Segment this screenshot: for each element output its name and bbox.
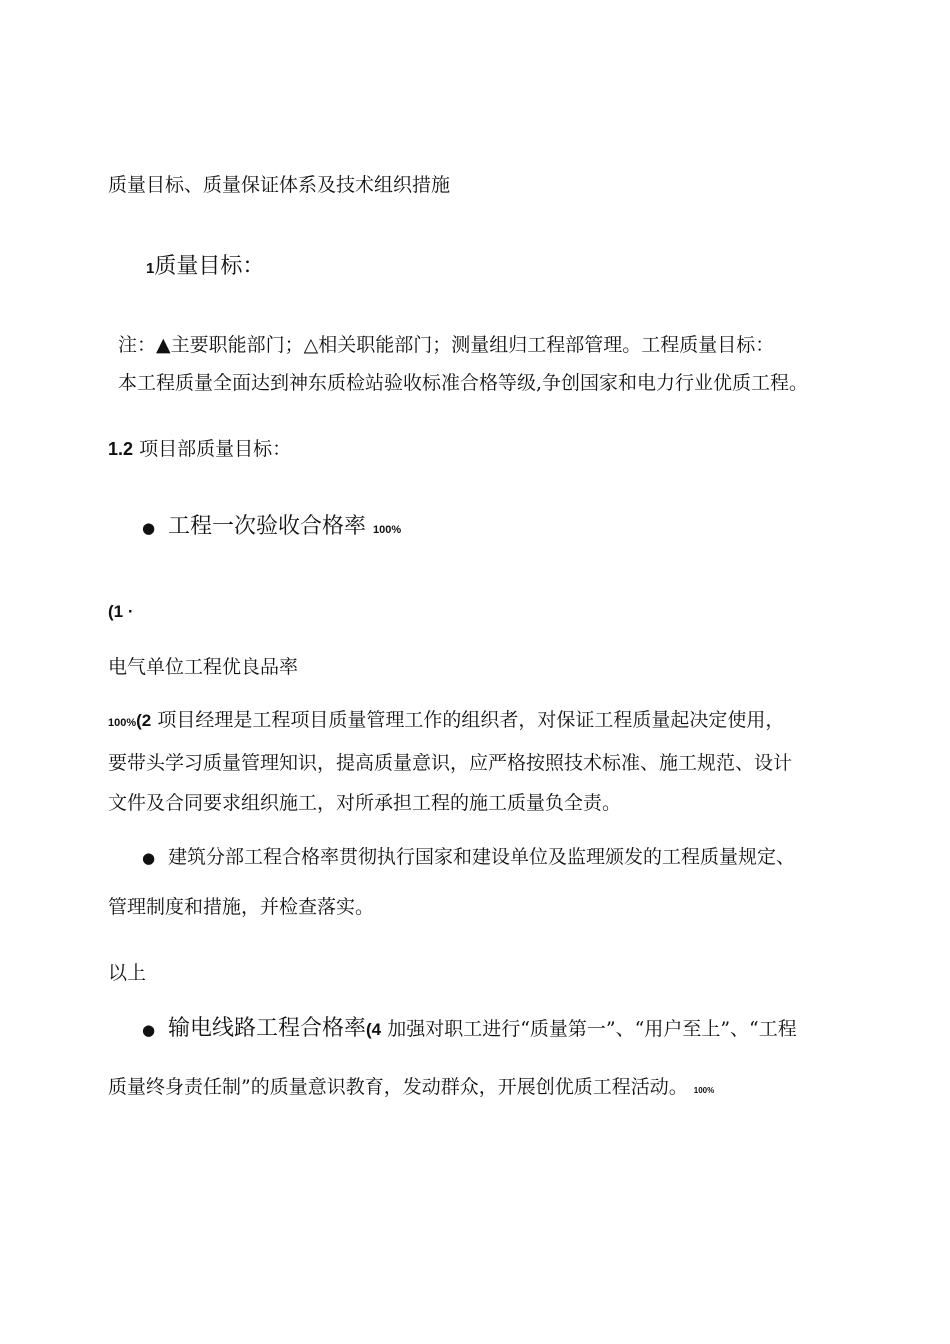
bullet-3-marker: (4 [366,1020,382,1039]
item-1-text: 电气单位工程优良品率 [108,656,299,678]
bullet-1-value: 100% [373,524,402,536]
bullet-3-trailing-value: 100% [693,1086,715,1095]
section-1-2-heading [108,440,291,459]
bullet-3-text: 输电线路工程合格率 [168,1016,367,1041]
bullet-2-line-1: 建筑分部工程合格率贯彻执行国家和建设单位及监理颁发的工程质量规定、 [168,846,796,868]
bullet-1-text: 工程一次验收合格率 [168,514,367,539]
bullet-item-3 [142,1018,797,1040]
bullet-icon: ● [142,1021,156,1039]
section-1-2-title: 项目部质量目标： [139,438,292,460]
bullet-item-1 [142,516,401,538]
bullet-2-line-2: 管理制度和措施，并检查落实。 [108,896,375,918]
section-1-title: 质量目标： [154,254,265,279]
item-2-paragraph [108,700,848,823]
item-2-line-1 [108,700,848,743]
item-2-lead-value: 100% [108,717,137,729]
item-2-line-3: 文件及合同要求组织施工，对所承担工程的施工质量负全责。 [108,792,622,814]
item-1-marker: (1 · [108,602,134,621]
bullet-icon: ● [142,849,156,867]
item-2-line-2: 要带头学习质量管理知识，提高质量意识，应严格按照技术标准、施工规范、设计 [108,752,793,774]
item-2-marker: (2 [136,711,152,730]
bullet-icon: ● [142,519,156,537]
note-line-1: 注：▲主要职能部门；△相关职能部门；测量组归工程部管理。工程质量目标： [118,334,775,356]
bullet-3-line-2 [108,1078,714,1097]
above-text: 以上 [108,962,147,984]
item-2-text-1: 项目经理是工程项目质量管理工作的组织者，对保证工程质量起决定使用， [157,709,785,731]
bullet-3-line-1: 加强对职工进行“质量第一”、“用户至上”、“工程 [387,1018,797,1040]
section-1-2-number: 1.2 [108,439,134,459]
bullet-item-2 [142,848,795,867]
document-title: 质量目标、质量保证体系及技术组织措施 [108,174,451,196]
section-1-number: 1 [146,260,155,277]
note-line-2: 本工程质量全面达到神东质检站验收标准合格等级,争创国家和电力行业优质工程。 [118,372,809,394]
bullet-3-line-2-text: 质量终身责任制”的质量意识教育，发动群众，开展创优质工程活动。 [108,1076,688,1098]
section-1-heading [146,256,264,278]
